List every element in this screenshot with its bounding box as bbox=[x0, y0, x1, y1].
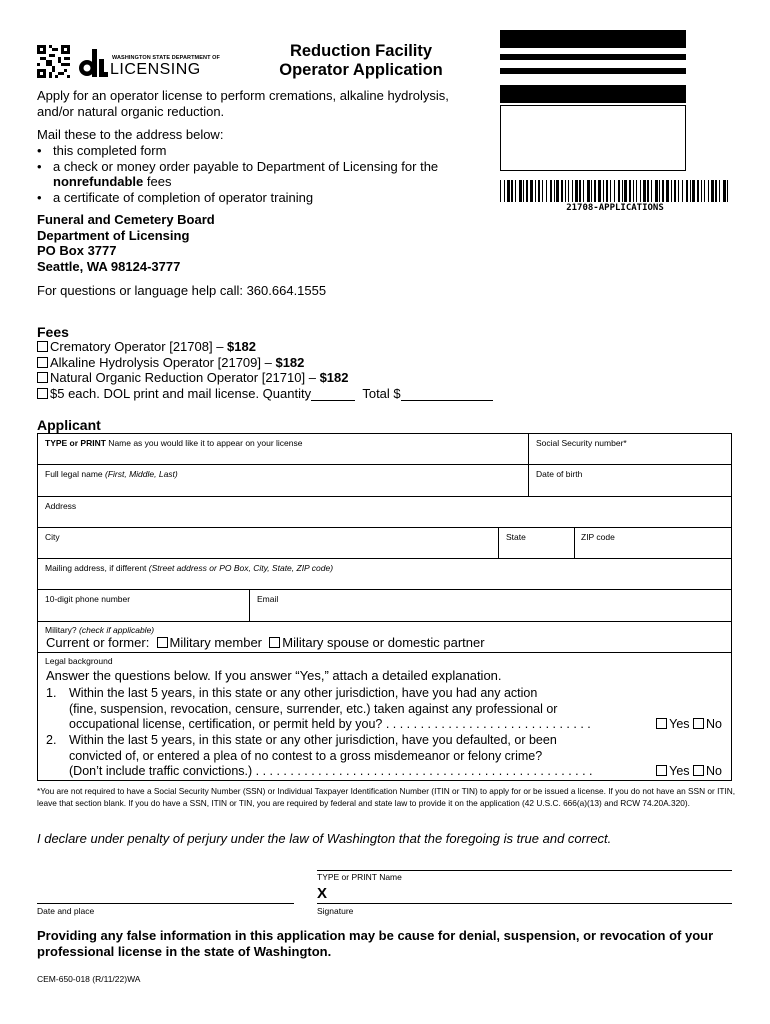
mailing-field-label[interactable]: Mailing address, if different (Street address or PO Box, City, State, ZIP code) bbox=[45, 563, 334, 573]
list-item: • a check or money order payable to Department of Licensing for the nonrefundable fees bbox=[37, 159, 487, 190]
form-title-line2: Operator Application bbox=[279, 61, 443, 79]
signature-line[interactable] bbox=[317, 903, 732, 904]
form-number: CEM-650-018 (R/11/22)WA bbox=[37, 974, 141, 984]
fees-list bbox=[37, 339, 493, 401]
fee-option-alkaline: Alkaline Hydrolysis Operator [21709] – $182 bbox=[37, 355, 493, 371]
list-item: • a certificate of completion of operator training bbox=[37, 190, 487, 206]
fee-option-print: $5 each. DOL print and mail license. Quantity Total $ bbox=[37, 386, 493, 402]
intro-text: Apply for an operator license to perform cremations, alkaline hydrolysis, and/or natural organic reduction. bbox=[37, 88, 449, 119]
mail-list bbox=[37, 143, 487, 205]
form-title-line1: Reduction Facility bbox=[289, 42, 433, 60]
legal-name-field-label[interactable]: Full legal name (First, Middle, Last) bbox=[45, 469, 178, 479]
q1-yes-checkbox[interactable] bbox=[656, 718, 667, 729]
form-title bbox=[246, 42, 476, 80]
quantity-field[interactable] bbox=[311, 390, 355, 401]
mailing-address: Funeral and Cemetery Board Department of Licensing PO Box 3777 Seattle, WA 98124-3777 bbox=[37, 212, 215, 274]
applicant-grid bbox=[37, 433, 732, 781]
ssn-footnote: *You are not required to have a Social Security Number (SSN) or Individual Taxpayer Identification Number (ITIN or TIN) to apply for or be issued a license. If you do not have an SSN or ITIN, leave that section blank. If you do have a SSN, ITIN or TIN, you are required by federal and state law to provide it on the application (42 U.S.C. 666(a)(13) and RCW 74.20A.320). bbox=[37, 786, 736, 808]
print-license-checkbox[interactable] bbox=[37, 388, 48, 399]
military-label: Military? (check if applicable) bbox=[45, 625, 155, 635]
phone-field-label[interactable]: 10-digit phone number bbox=[45, 594, 131, 604]
fees-heading: Fees bbox=[37, 324, 69, 340]
question-2: 2. Within the last 5 years, in this state or any other jurisdiction, have you defaulted, or been convicted of, or entered a plea of no contest to a gross misdemeanor or felony crime? (Don’t include traffic convictions.) . . . . . . . . . . . . . . . . . . . . . . . . . . . . . . . . . . . . . . . . . . . . . . . . . Yes No bbox=[46, 733, 722, 778]
legal-intro: Answer the questions below. If you answer “Yes,” attach a detailed explanation. bbox=[46, 668, 502, 683]
military-spouse-checkbox[interactable] bbox=[269, 637, 280, 648]
fee-option-crematory: Crematory Operator [21708] – $182 bbox=[37, 339, 493, 355]
agency-name: LICENSING bbox=[110, 61, 201, 78]
address-field-label[interactable]: Address bbox=[45, 501, 77, 511]
list-item: • this completed form bbox=[37, 143, 487, 159]
qr-code-icon bbox=[37, 45, 70, 78]
dob-field-label[interactable]: Date of birth bbox=[536, 469, 583, 479]
name-field-label[interactable]: TYPE or PRINT Name as you would like it to appear on your license bbox=[45, 438, 303, 448]
ssn-field-label[interactable]: Social Security number* bbox=[536, 438, 627, 448]
alkaline-checkbox[interactable] bbox=[37, 357, 48, 368]
legal-bg-label: Legal background bbox=[45, 656, 113, 666]
email-field-label[interactable]: Email bbox=[257, 594, 279, 604]
signature-x-mark: X bbox=[317, 885, 328, 902]
crematory-checkbox[interactable] bbox=[37, 341, 48, 352]
print-name-line[interactable] bbox=[317, 870, 732, 871]
print-name-label: TYPE or PRINT Name bbox=[317, 872, 402, 882]
date-place-line[interactable] bbox=[37, 903, 294, 904]
q1-no-checkbox[interactable] bbox=[693, 718, 704, 729]
signature-label: Signature bbox=[317, 906, 354, 916]
barcode-text: 21708-APPLICATIONS bbox=[566, 203, 664, 213]
agency-line: WASHINGTON STATE DEPARTMENT OF bbox=[112, 55, 221, 61]
dol-logo-icon bbox=[78, 49, 108, 77]
mail-intro: Mail these to the address below: bbox=[37, 127, 224, 142]
military-row: Current or former: Military member Military spouse or domestic partner bbox=[46, 635, 485, 650]
office-use-box bbox=[500, 30, 686, 170]
city-field-label[interactable]: City bbox=[45, 532, 60, 542]
q2-no-checkbox[interactable] bbox=[693, 765, 704, 776]
q2-yes-checkbox[interactable] bbox=[656, 765, 667, 776]
barcode-icon bbox=[500, 180, 730, 202]
total-field[interactable] bbox=[401, 390, 493, 401]
declaration: I declare under penalty of perjury under the law of Washington that the foregoing is true and correct. bbox=[37, 831, 612, 846]
false-info-warning: Providing any false information in this application may be cause for denial, suspension, or revocation of your professional license in the state of Washington. bbox=[37, 928, 714, 959]
fee-option-nor: Natural Organic Reduction Operator [21710] – $182 bbox=[37, 370, 493, 386]
state-field-label[interactable]: State bbox=[506, 532, 526, 542]
applicant-heading: Applicant bbox=[37, 417, 101, 433]
zip-field-label[interactable]: ZIP code bbox=[581, 532, 615, 542]
military-member-checkbox[interactable] bbox=[157, 637, 168, 648]
date-place-label: Date and place bbox=[37, 906, 95, 916]
nor-checkbox[interactable] bbox=[37, 372, 48, 383]
help-text: For questions or language help call: 360.664.1555 bbox=[37, 283, 327, 298]
question-1: 1. Within the last 5 years, in this state or any other jurisdiction, have you had any action (fine, suspension, revocation, censure, surrender, etc.) taken against any professional or occupational license, certification, or permit held by you? . . . . . . . . . . . . . . . . . . . . . . . . . . . . . . Yes No bbox=[46, 686, 722, 731]
